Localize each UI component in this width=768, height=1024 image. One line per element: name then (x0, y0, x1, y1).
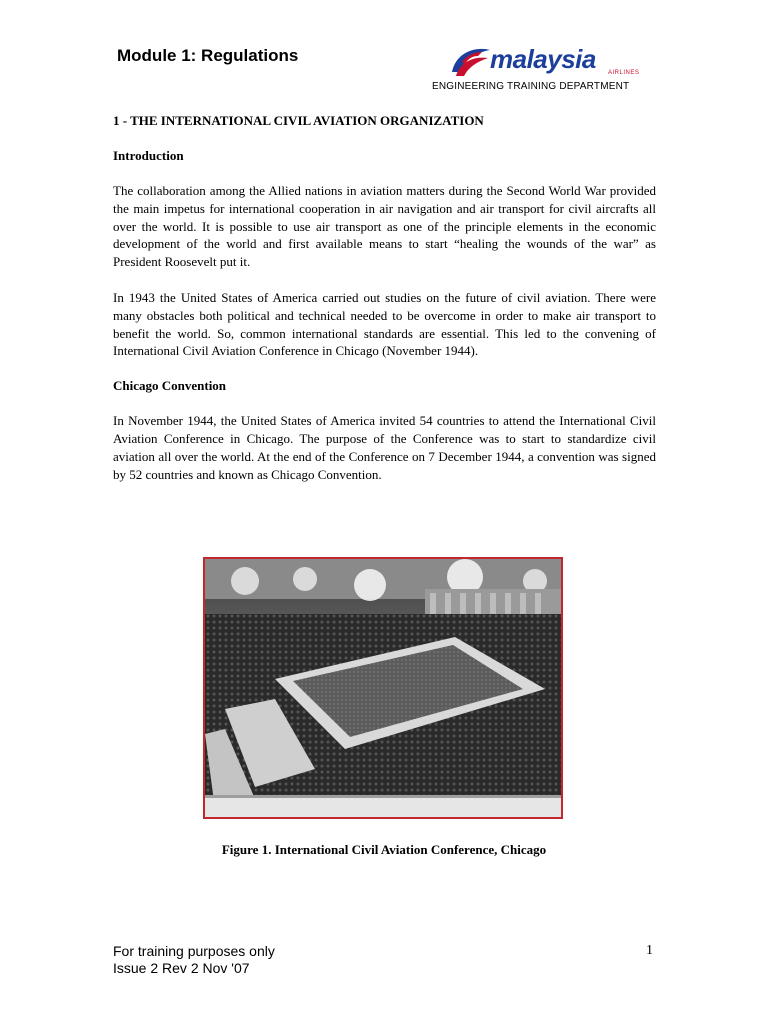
conference-photo-image (205, 559, 561, 817)
section-title: 1 - THE INTERNATIONAL CIVIL AVIATION ORGANIZATION (113, 113, 484, 128)
figure-caption: Figure 1. International Civil Aviation Conference, Chicago (221, 842, 547, 857)
malaysia-airlines-logo (448, 42, 648, 82)
page-number: 1 (646, 943, 653, 958)
logo-subtext: AIRLINES (608, 70, 640, 76)
intro-paragraph-2: In 1943 the United States of America carried out studies on the future of civil aviation. There were many obstacles both political and technical needed to be overcome in order to make air transport to benefit the world. So, common international standards are essential. This led to the convening of International Civil Aviation Conference in Chicago (November 1944). (113, 289, 656, 359)
document-body (113, 113, 656, 501)
intro-heading: Introduction (113, 148, 184, 163)
logo-wordmark: malaysia (490, 44, 596, 74)
footer-info (113, 943, 275, 977)
chicago-heading: Chicago Convention (113, 378, 227, 394)
footer-issue: Issue 2 Rev 2 Nov '07 (113, 960, 250, 976)
department-label: ENGINEERING TRAINING DEPARTMENT (432, 81, 630, 92)
footer-training-note: For training purposes only (113, 943, 275, 959)
intro-paragraph-1: The collaboration among the Allied nations in aviation matters during the Second World War provided the main impetus for international cooperation in air navigation and air transport for civil aircrafts all over the world. It is possible to use air transport as one of the principle elements in the economic development of the world and first available means to start “healing the wounds of the war” as President Roosevelt put it. (113, 183, 656, 270)
module-title: Module 1: Regulations (117, 46, 299, 65)
conference-photo (203, 557, 563, 819)
chicago-paragraph: In November 1944, the United States of America invited 54 countries to attend the International Civil Aviation Conference in Chicago. The purpose of the Conference was to start to standardize civil aviation all over the world. At the end of the Conference on 7 December 1944, a convention was signed by 52 countries and known as Chicago Convention. (113, 413, 656, 482)
airline-emblem-icon (448, 42, 492, 82)
